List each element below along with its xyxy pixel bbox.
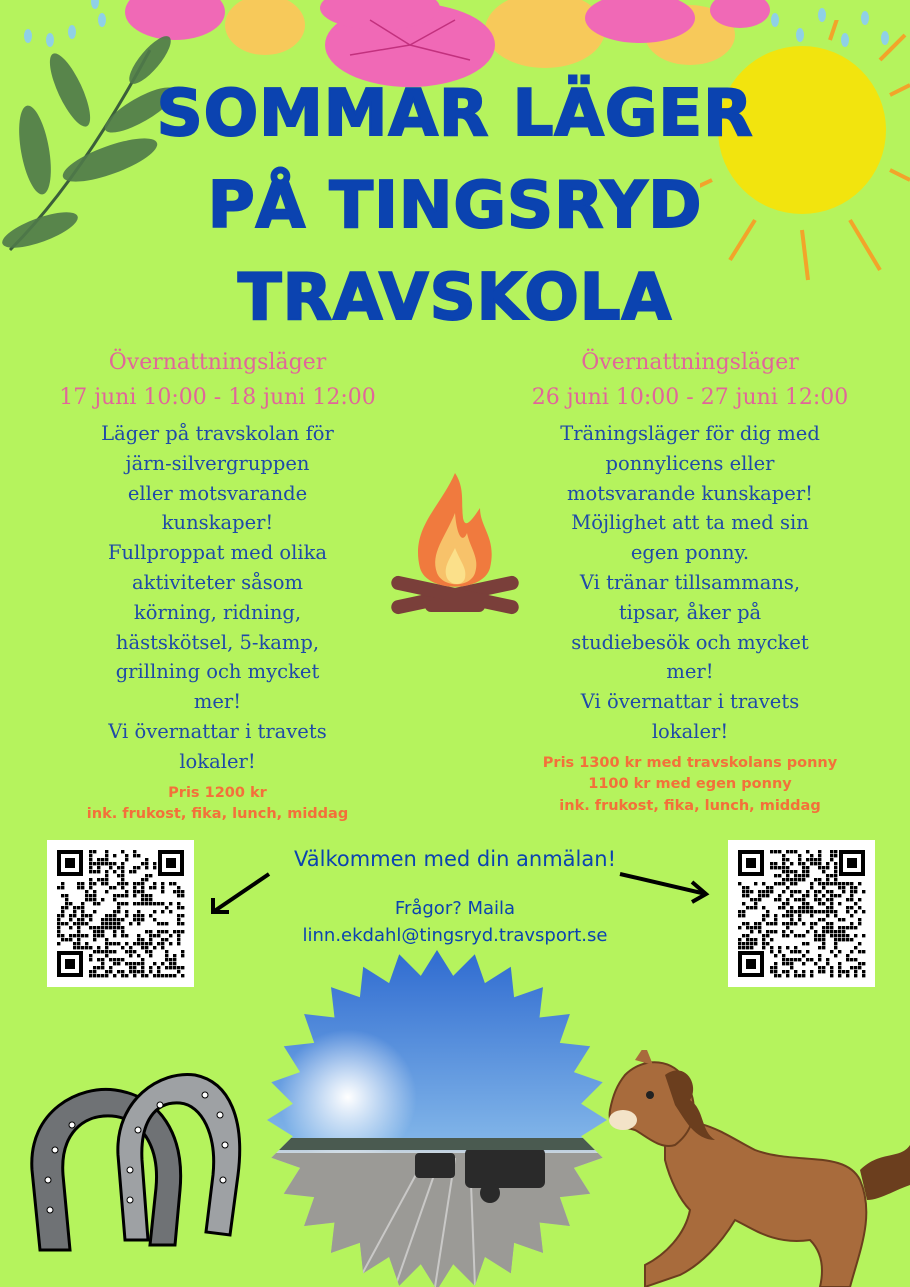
right-line: motsvarande kunskaper! <box>566 481 813 505</box>
left-price-line: Pris 1200 kr <box>168 784 267 801</box>
right-price <box>505 753 875 818</box>
campfire-icon <box>385 468 525 628</box>
right-line: tipsar, åker på <box>618 600 762 624</box>
left-line: järn-silvergruppen <box>125 451 310 475</box>
right-heading-2: 26 juni 10:00 - 27 juni 12:00 <box>531 385 849 410</box>
right-line: Möjlighet att ta med sin <box>571 511 809 535</box>
horseshoes-icon <box>20 1060 250 1265</box>
right-price-line: 1100 kr med egen ponny <box>588 776 792 793</box>
questions-text: Frågor? Maila <box>394 898 516 919</box>
right-line: studiebesök och mycket <box>571 630 809 654</box>
right-price-line: ink. frukost, fika, lunch, middag <box>559 797 821 814</box>
right-description <box>505 419 875 747</box>
left-heading-1: Övernattningsläger <box>108 350 327 375</box>
contact-email[interactable]: linn.ekdahl@tingsryd.travsport.se <box>302 925 608 946</box>
right-line: mer! <box>666 660 714 684</box>
left-line: mer! <box>193 690 242 714</box>
left-camp-info <box>30 345 405 826</box>
left-price <box>30 783 405 826</box>
left-line: Läger på travskolan för <box>101 422 334 445</box>
qr-code-left[interactable] <box>47 840 194 987</box>
page-title <box>0 68 910 344</box>
left-line: kunskaper! <box>161 511 274 535</box>
right-line: Vi tränar tillsammans, <box>579 570 801 594</box>
title-line-3: TRAVSKOLA <box>237 261 673 335</box>
title-line-1: SOMMAR LÄGER <box>156 77 754 151</box>
left-line: hästskötsel, 5-kamp, <box>115 630 320 654</box>
photo-starburst <box>265 948 610 1287</box>
left-line: körning, ridning, <box>133 600 302 624</box>
left-line: Vi övernattar i travets <box>108 719 327 743</box>
left-line: grillning och mycket <box>115 660 320 684</box>
right-price-line: Pris 1300 kr med travskolans ponny <box>542 754 838 771</box>
right-line: Träningsläger för dig med <box>560 422 820 445</box>
left-line: lokaler! <box>179 749 256 773</box>
left-heading-2: 17 juni 10:00 - 18 juni 12:00 <box>59 385 376 410</box>
left-price-line: ink. frukost, fika, lunch, middag <box>86 806 349 823</box>
right-camp-info <box>505 345 875 817</box>
right-line: ponnylicens eller <box>605 451 775 475</box>
left-line: aktiviteter såsom <box>132 570 303 594</box>
horse-icon <box>605 1050 910 1287</box>
welcome-text: Välkommen med din anmälan! <box>294 847 616 871</box>
left-line: Fullproppat med olika <box>107 541 328 565</box>
title-line-2: PÅ TINGSRYD <box>207 169 703 243</box>
left-description <box>30 419 405 777</box>
qr-code-right[interactable] <box>728 840 875 987</box>
right-heading-1: Övernattningsläger <box>581 350 799 375</box>
right-line: lokaler! <box>651 719 729 743</box>
right-line: egen ponny. <box>630 541 750 565</box>
left-line: eller motsvarande <box>127 481 308 505</box>
right-line: Vi övernattar i travets <box>580 690 800 714</box>
